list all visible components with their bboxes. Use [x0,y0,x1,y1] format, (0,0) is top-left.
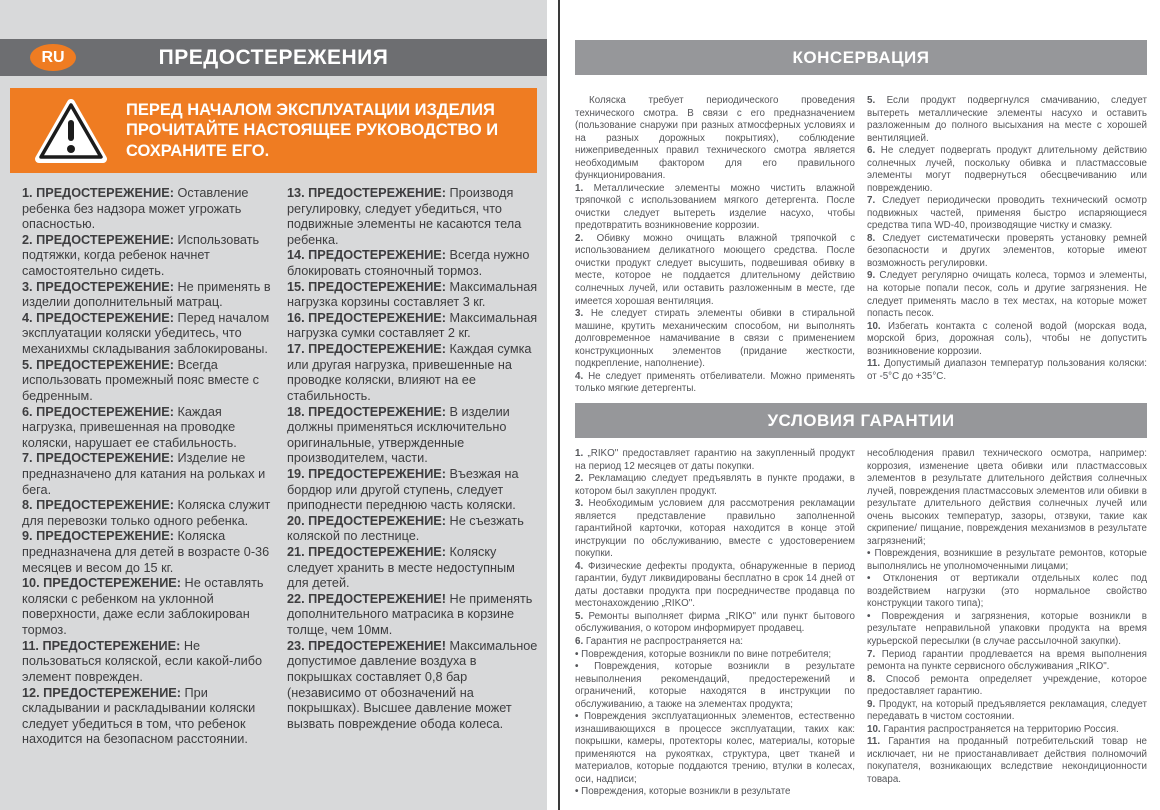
maintenance-intro: Коляска требует периодического проведения технического смотра. В связи с его предназначением (пользование снаружи при разных атмосферных условиях и на разных дорожных покрытиях), соблюдение нижеприведенных правил технического смотра является необходимым фактором для его правильного функционирования. [575,95,855,182]
warranty-item: • Отклонения от вертикали отдельных колес под воздействием нагрузки (это нормальное свойство конструкции такого типа); [867,573,1147,610]
warranty-item: 4. Физические дефекты продукта, обнаруженные в период гарантии, будут ликвидированы бесплатно в срок 14 дней от даты доставки продукта при посредничестве продавца по местонахождению „RIKO". [575,560,855,610]
notice-text: ПЕРЕД НАЧАЛОМ ЭКСПЛУАТАЦИИ ИЗДЕЛИЯ ПРОЧИТАЙТЕ НАСТОЯЩЕЕ РУКОВОДСТВО И СОХРАНИТЕ ЕГО. [126,100,499,160]
maintenance-item: 11. Допустимый диапазон температур пользования коляски: от -5°C до +35°C. [867,358,1147,382]
warning-item: 2. ПРЕДОСТЕРЕЖЕНИЕ: Использовать подтяжки, когда ребенок начнет самостоятельно сидеть. [22,232,260,279]
maintenance-column-1 [575,95,855,393]
warning-item: 15. ПРЕДОСТЕРЕЖЕНИЕ: Максимальная нагрузка корзины составляет 3 кг. [287,279,538,310]
warning-item: 8. ПРЕДОСТЕРЕЖЕНИЕ: Коляска служит для перевозки только одного ребенка. [22,498,271,528]
warnings-columns [22,186,538,804]
warnings-column-1 [22,186,273,804]
maintenance-title: КОНСЕРВАЦИЯ [792,48,930,67]
maintenance-item: 3. Не следует стирать элементы обивки в стиральной машине, крутить механическим способом, ни выполнять долговременное намачивание в связи с применением конструкционных элементов (придание жесткости, подкрепление, наполнение). [575,308,855,370]
warranty-item: • Повреждения, которые возникли по вине потребителя; [575,648,832,660]
warranty-item: 6. Гарантия не распространяется на: [575,635,743,647]
warranty-item: 9. Продукт, на который предъявляется рекламация, следует передавать в чистом состоянии. [867,698,1147,723]
warning-item: 22. ПРЕДОСТЕРЕЖЕНИЕ! Не применять дополнительного матрасика в корзине толще, чем 10мм. [287,591,533,638]
warranty-item: • Повреждения эксплуатационных элементов, естественно изнашивающихся в процессе эксплуатации, таких как: покрышки, камеры, протекторы колес, материалы, которые применяются на рукоятках, структура, цвет тканей и материалов, которые поддаются трению, втулки в колесах, оси, надписи; [575,711,855,785]
warning-item: 9. ПРЕДОСТЕРЕЖЕНИЕ: Коляска предназначена для детей в возрасте 0-36 месяцев и весом до 15 кг. [22,529,270,575]
maintenance-item: 10. Избегать контакта с соленой водой (морская вода, морской бриз, дорожная соль), чтобы не допустить возникновение коррозии. [867,320,1147,357]
warning-item: 13. ПРЕДОСТЕРЕЖЕНИЕ: Производя регулировку, следует убедиться, что подвижные элементы не касаются тела ребенка. [287,186,522,247]
warranty-item: 5. Ремонты выполняет фирма „RIKO" или пункт бытового обслуживания, о котором информирует продавец. [575,610,855,635]
warranty-item: 3. Необходимым условием для рассмотрения рекламации является представление правильно заполненной гарантийной карточки, которая находится в конце этой инструкции по обслуживанию, вместе с удостоверением покупки. [575,498,855,560]
warning-item: 4. ПРЕДОСТЕРЕЖЕНИЕ: Перед началом эксплуатации коляски убедитесь, что механихмы складывания заблокированы. [22,310,270,357]
warning-item: 1. ПРЕДОСТЕРЕЖЕНИЕ: Оставление ребенка без надзора может угрожать опасностью. [22,186,249,232]
warranty-item: 1. „RIKO" предоставляет гарантию на закупленный продукт на период 12 месяцев от даты покупки. [575,448,855,472]
maintenance-item: 6. Не следует подвергать продукт длительному действию солнечных лучей, поскольку обивка и пластмассовые элементы могут подвернуться обесцвечиванию или повреждению. [867,145,1147,194]
maintenance-column-2 [867,95,1147,393]
warnings-page [0,0,547,810]
maintenance-item: 8. Следует систематически проверять установку ремней безопасности и других элементов, которые имеют возможность регулировки. [867,232,1147,269]
warning-item: 14. ПРЕДОСТЕРЕЖЕНИЕ: Всегда нужно блокировать стояночный тормоз. [287,248,530,279]
warning-item: 6. ПРЕДОСТЕРЕЖЕНИЕ: Каждая нагрузка, привешенная на проводке коляски, нарушает ее стабильность. [22,404,237,450]
maintenance-item: 9. Следует регулярно очищать колеса, тормоз и элементы, на которые попали песок, соль и другие загрязнения. Не следует применять масло в тех местах, на которые может попасть песок. [867,270,1147,320]
warranty-item: 11. Гарантия на проданный потребительский товар не исключает, ни не приостанавливает действия полномочий покупателя, возникающих вследствие некондиционности товара. [867,736,1147,785]
warning-item: 5. ПРЕДОСТЕРЕЖЕНИЕ: Всегда использовать промежный пояс вместе с бедренным. [22,357,259,403]
warranty-item: • Повреждения, которые возникли в результате невыполнения рекомендаций, предостережений и ограничений, которые находятся в инструкции по обслуживанию, а также на элементах продукта; [575,661,855,710]
maintenance-item: 7. Следует периодически проводить технический осмотр подвижных частей, применяя быстро испаряющиеся средства типа WD-40, производящие чистку и смазку. [867,195,1147,232]
warning-triangle-icon [34,98,108,164]
warranty-title: УСЛОВИЯ ГАРАНТИИ [767,411,955,430]
warranty-item: несоблюдения правил технического осмотра, например: коррозия, изменение цвета обивки или пластмассовых элементов в результате длительного действия солнечных лучей, повреждения пластмассовых элементов или обивки в результате длительного действия солнечных лучей или очень высоких температур, зазоры, отзвуки, такие как скрипение/ пищание, повреждения механизмов в результате загрязнений; [867,448,1147,547]
warranty-header-band [575,403,1147,438]
maintenance-item: 5. Если продукт подвергнулся смачиванию, следует вытереть металлические элементы насухо и оставить разложенным до полного высыхания на месте с хорошей вентиляцией. [867,95,1147,144]
warning-item: 18. ПРЕДОСТЕРЕЖЕНИЕ: В изделии должны применяться исключительно оригинальные, утвержденные производителем, части. [287,404,510,466]
warranty-item: 10. Гарантия распространяется на территорию Россия. [867,723,1119,735]
warning-item: 12. ПРЕДОСТЕРЕЖЕНИЕ: При складывании и раскладывании коляски следует убедиться в том, что ребенок находится на безопасном расстоянии. [22,685,256,747]
warning-item: 21. ПРЕДОСТЕРЕЖЕНИЕ: Коляску следует хранить в месте недоступным для детей. [287,545,515,591]
warning-item: 11. ПРЕДОСТЕРЕЖЕНИЕ: Не пользоваться коляской, если какой-либо элемент поврежден. [22,638,263,684]
warranty-item: 8. Способ ремонта определяет учреждение, которое предоставляет гарантию. [867,673,1147,698]
warning-item: 20. ПРЕДОСТЕРЕЖЕНИЕ: Не съезжать коляской по лестнице. [287,513,524,544]
warranty-item: 7. Период гарантии продлевается на время выполнения ремонта на пункте сервисного обслуживания „RIKO". [867,648,1147,673]
maintenance-item: 4. Не следует применять отбеливатели. Можно применять только мягкие детергенты. [575,370,855,393]
maintenance-item: 2. Обивку можно очищать влажной тряпочкой с использованием деликатного моющего средства. После очистки продукт следует высушить, подвешивая обивку в месте, которое не поддается длительному действию солнечных лучей, или оставить разложенным в месте, где имеется хорошая вентиляция. [575,232,855,307]
language-badge: RU [30,44,76,71]
maintenance-item: 1. Металлические элементы можно чистить влажной тряпочкой с использованием мягкого детергента. После очистки следует вытереть изделие насухо, чтобы предотвратить возникновение коррозии. [575,182,855,232]
warning-item: 3. ПРЕДОСТЕРЕЖЕНИЕ: Не применять в изделии дополнительный матрац. [22,279,271,310]
warning-item: 17. ПРЕДОСТЕРЕЖЕНИЕ: Каждая сумка или другая нагрузка, привешенные на проводке коляски, влияют на ее стабильность. [287,342,532,403]
warning-item: 19. ПРЕДОСТЕРЕЖЕНИЕ: Въезжая на бордюр или другой ступень, следует приподнести переднюю часть коляски. [287,466,519,513]
warranty-item: • Повреждения и загрязнения, которые возникли в результате неправильной упаковки продукта на время курьерской пересылки (в случае рассылочной закупки). [867,610,1147,647]
warning-item: 7. ПРЕДОСТЕРЕЖЕНИЕ: Изделие не предназначено для катания на рольках и бега. [22,451,266,497]
warning-item: 16. ПРЕДОСТЕРЕЖЕНИЕ: Максимальная нагрузка сумки составляет 2 кг. [287,310,538,341]
warranty-item: 2. Рекламацию следует предъявлять в пункте продажи, в котором был закуплен продукт. [575,473,855,497]
warranty-item: • Повреждения, возникшие в результате ремонтов, которые выполнялись не уполномоченными лицами; [867,548,1147,572]
maintenance-columns [575,95,1147,393]
maintenance-warranty-page [560,0,1160,810]
page-title: ПРЕДОСТЕРЕЖЕНИЯ [158,46,389,69]
warnings-column-2 [287,186,538,804]
warranty-column-1 [575,448,855,806]
maintenance-header-band [575,40,1147,75]
warnings-header-band [0,39,547,76]
warranty-columns [575,448,1147,806]
warranty-item: • Повреждения, которые возникли в результате [575,786,791,798]
warning-item: 10. ПРЕДОСТЕРЕЖЕНИЕ: Не оставлять коляски с ребенком на уклонной поверхности, даже если заблокирован тормоз. [22,576,264,638]
warranty-column-2 [867,448,1147,806]
notice-box [10,88,537,173]
warning-item: 23. ПРЕДОСТЕРЕЖЕНИЕ! Максимальное допустимое давление воздуха в покрышках составляет 0,8 бар (независимо от обозначений на покрышках). Высшее давление может вызвать повреждение обода колеса. [287,638,538,731]
